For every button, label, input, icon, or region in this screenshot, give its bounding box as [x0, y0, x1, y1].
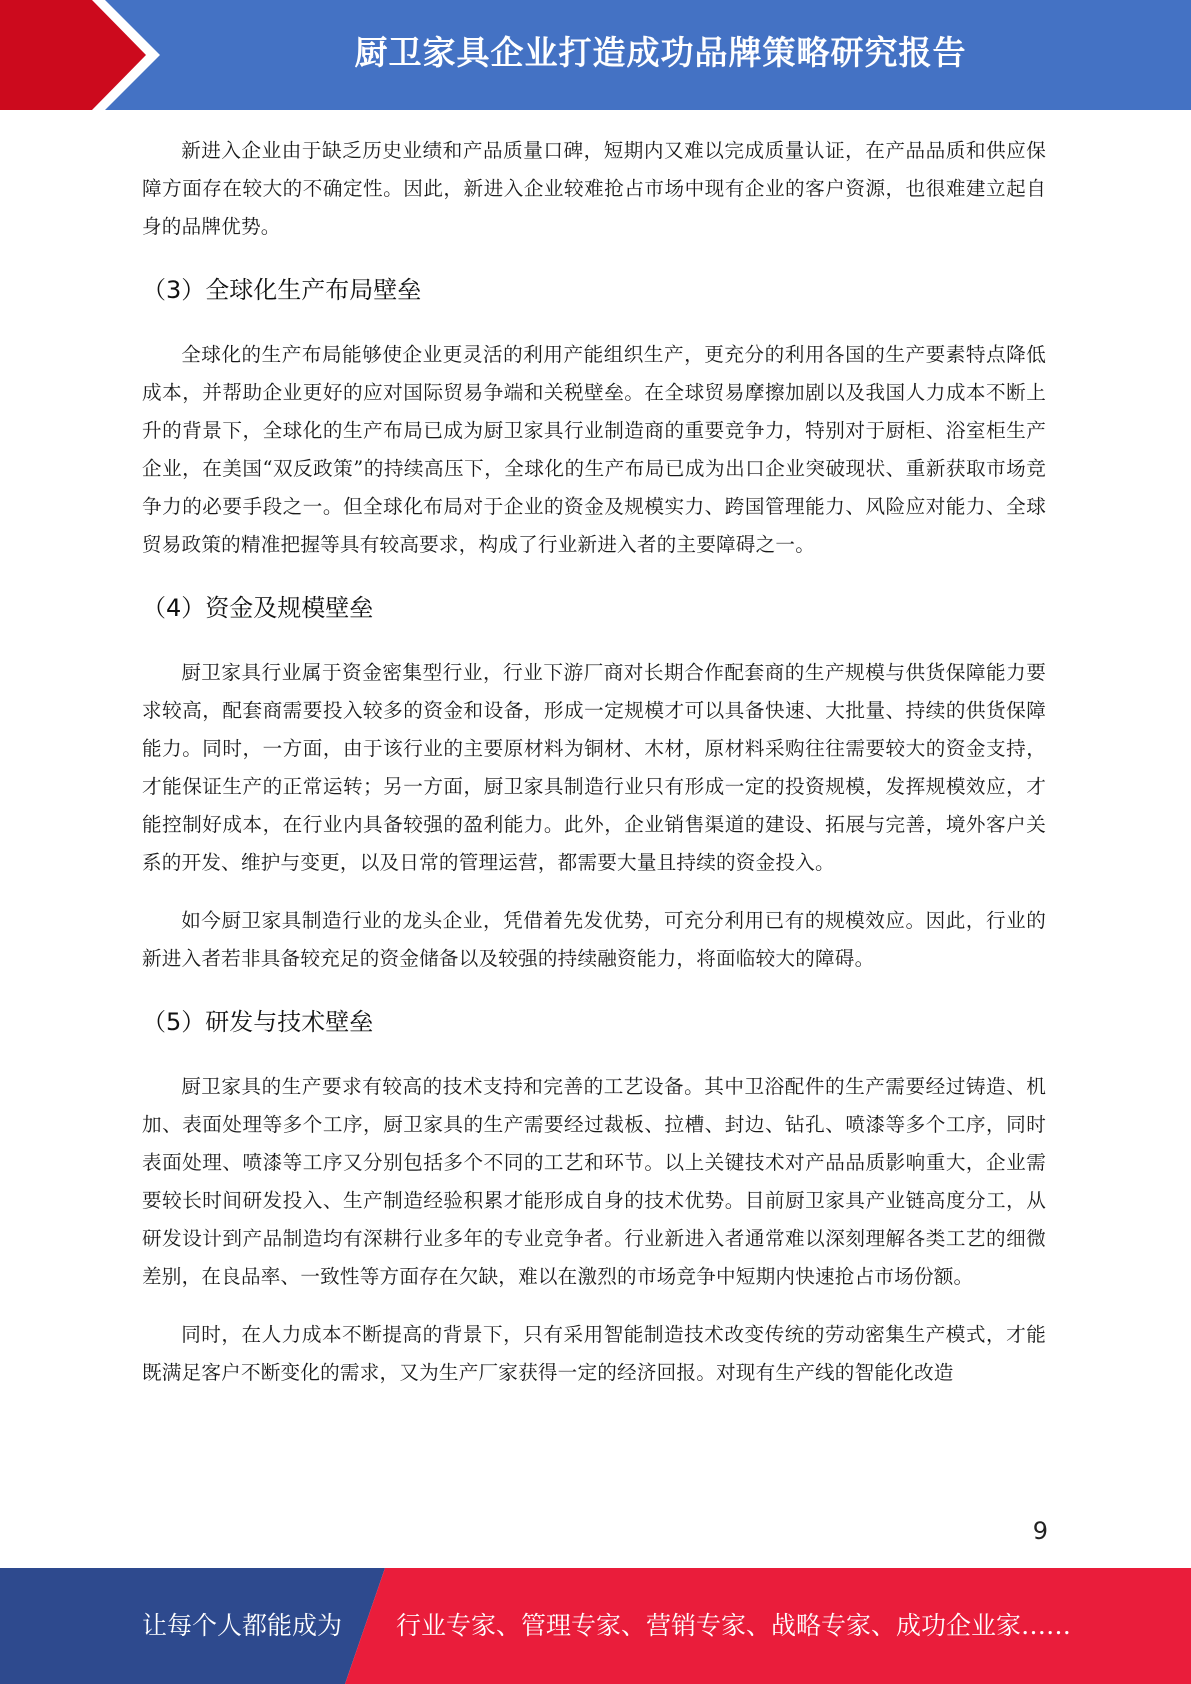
paragraph-capital-scale: 厨卫家具行业属于资金密集型行业，行业下游厂商对长期合作配套商的生产规模与供货保障能力要求较高，配套商需要投入较多的资金和设备，形成一定规模才可以具备快速、大批量、持续的供货保障能力。同时，一方面，由于该行业的主要原材料为铜材、木材，原材料采购往往需要较大的资金支持，才能保证生产的正常运转；另一方面，厨卫家具制造行业只有形成一定的投资规模，发挥规模效应，才能控制好成本，在行业内具备较强的盈利能力。此外，企业销售渠道的建设、拓展与完善，境外客户关系的开发、维护与变更，以及日常的管理运营，都需要大量且持续的资金投入。 [142, 661, 1046, 874]
paragraph-rd-tech: 厨卫家具的生产要求有较高的技术支持和完善的工艺设备。其中卫浴配件的生产需要经过铸造、机加、表面处理等多个工序，厨卫家具的生产需要经过裁板、拉槽、封边、钻孔、喷漆等多个工序，同时表面处理、喷漆等工序又分别包括多个不同的工艺和环节。以上关键技术对产品品质影响重大，企业需要较长时间研发投入、生产制造经验积累才能形成自身的技术优势。目前厨卫家具产业链高度分工，从研发设计到产品制造均有深耕行业多年的专业竞争者。行业新进入者通常难以深刻理解各类工艺的细微差别，在良品率、一致性等方面存在欠缺，难以在激烈的市场竞争中短期内快速抢占市场份额。 [142, 1075, 1046, 1288]
section-heading-global-layout: （3）全球化生产布局壁垒 [142, 276, 422, 304]
section-heading-rd-tech: （5）研发与技术壁垒 [142, 1008, 374, 1036]
paragraph-new-entrants: 新进入企业由于缺乏历史业绩和产品质量口碑，短期内又难以完成质量认证，在产品品质和供应保障方面存在较大的不确定性。因此，新进入企业较难抢占市场中现有企业的客户资源，也很难建立起自身的品牌优势。 [142, 139, 1046, 238]
footer-slogan-left: 让每个人都能成为 [142, 1611, 343, 1640]
document-body [142, 132, 1046, 1412]
paragraph-global-layout: 全球化的生产布局能够使企业更灵活的利用产能组织生产，更充分的利用各国的生产要素特点降低成本，并帮助企业更好的应对国际贸易争端和关税壁垒。在全球贸易摩擦加剧以及我国人力成本不断上升的背景下，全球化的生产布局已成为厨卫家具行业制造商的重要竞争力，特别对于厨柜、浴室柜生产企业，在美国“双反政策”的持续高压下，全球化的生产布局已成为出口企业突破现状、重新获取市场竞争力的必要手段之一。但全球化布局对于企业的资金及规模实力、跨国管理能力、风险应对能力、全球贸易政策的精准把握等具有较高要求，构成了行业新进入者的主要障碍之一。 [142, 343, 1046, 556]
paragraph-industry-leaders: 如今厨卫家具制造行业的龙头企业，凭借着先发优势，可充分利用已有的规模效应。因此，行业的新进入者若非具备较充足的资金储备以及较强的持续融资能力，将面临较大的障碍。 [142, 909, 1046, 970]
footer-slogan-right: 行业专家、管理专家、营销专家、战略专家、成功企业家…… [396, 1611, 1072, 1640]
page-header [0, 0, 1191, 110]
page-number: 9 [1032, 1517, 1048, 1545]
paragraph-smart-manufacturing: 同时，在人力成本不断提高的背景下，只有采用智能制造技术改变传统的劳动密集生产模式，才能既满足客户不断变化的需求，又为生产厂家获得一定的经济回报。对现有生产线的智能化改造 [142, 1323, 1046, 1384]
section-heading-capital-scale: （4）资金及规模壁垒 [142, 594, 374, 622]
report-title: 厨卫家具企业打造成功品牌策略研究报告 [354, 33, 967, 72]
page-footer [0, 1568, 1191, 1684]
